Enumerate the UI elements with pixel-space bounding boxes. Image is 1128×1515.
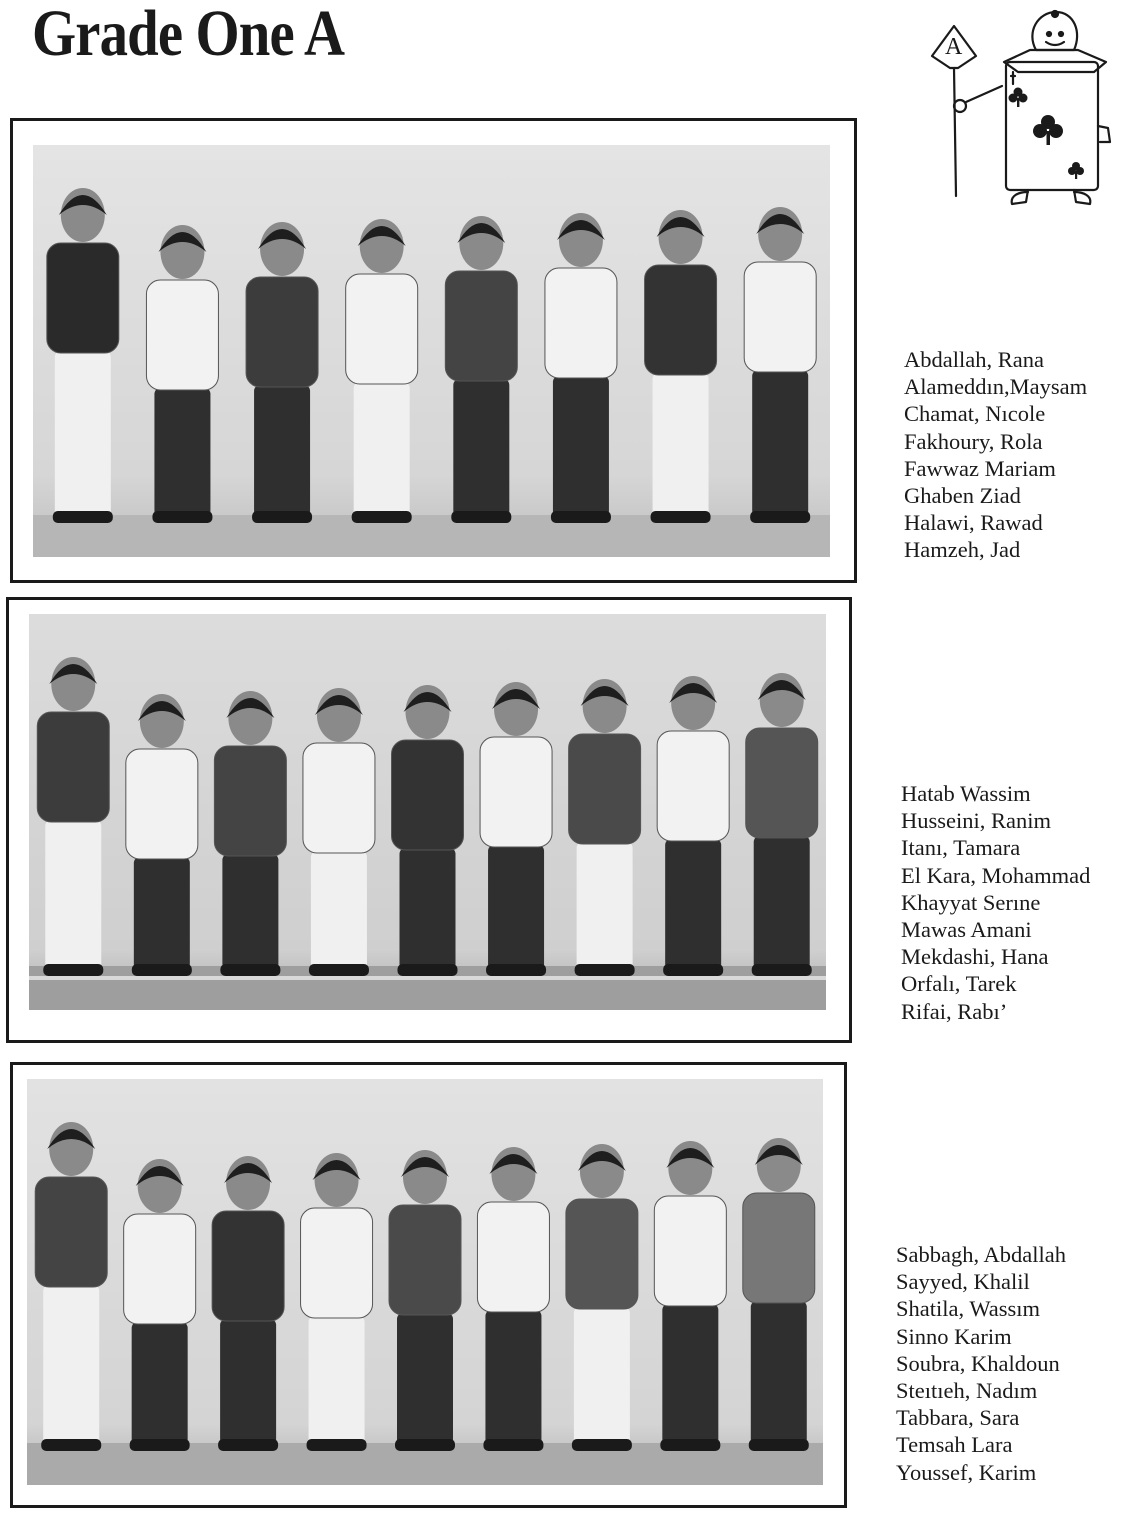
class-photo-1 [33, 145, 830, 557]
student-name: Rifai, Rabı’ [901, 998, 1008, 1024]
student-name: Ghaben Ziad [904, 483, 1021, 509]
student-name: Halawi, Rawad [904, 510, 1043, 536]
mascot-card-letter: A [945, 34, 963, 60]
class-photo-2 [29, 614, 826, 1010]
student-name: Fawwaz Mariam [904, 455, 1056, 481]
student-name: Husseini, Ranim [901, 808, 1051, 834]
student-name: Sinno Karim [896, 1323, 1012, 1349]
student-name: Chamat, Nıcole [904, 401, 1046, 427]
class-photo-3 [27, 1079, 823, 1485]
student-name: Khayyat Serıne [901, 889, 1041, 915]
student-name: Orfalı, Tarek [901, 971, 1017, 997]
card-soldier-mascot-icon [918, 6, 1118, 212]
class-photo-frame-1 [10, 118, 857, 583]
student-name: Soubra, Khaldoun [896, 1350, 1060, 1376]
student-name: Abdallah, Rana [904, 347, 1044, 372]
student-name: Hamzeh, Jad [904, 537, 1021, 563]
student-name: El Kara, Mohammad [901, 862, 1091, 888]
student-name: Alameddın,Maysam [904, 374, 1088, 400]
student-name: Sabbagh, Abdallah [896, 1242, 1066, 1267]
name-list-1 [904, 346, 1087, 564]
student-name: Fakhoury, Rola [904, 428, 1043, 454]
student-name: Temsah Lara [896, 1432, 1013, 1458]
student-name: Hatab Wassim [901, 781, 1031, 806]
class-photo-frame-2 [6, 597, 852, 1043]
student-name: Shatila, Wassım [896, 1296, 1041, 1322]
student-name: Youssef, Karim [896, 1459, 1037, 1485]
name-list-2 [901, 780, 1090, 1025]
student-name: Mekdashi, Hana [901, 944, 1049, 970]
student-name: Sayyed, Khalil [896, 1269, 1030, 1295]
class-photo-frame-3 [10, 1062, 847, 1508]
student-name: Tabbara, Sara [896, 1405, 1020, 1431]
name-list-3 [896, 1241, 1066, 1486]
student-name: Steıtıeh, Nadım [896, 1378, 1038, 1404]
student-name: Mawas Amani [901, 917, 1032, 943]
page-title: Grade One A [32, 0, 345, 70]
student-name: Itanı, Tamara [901, 835, 1021, 861]
